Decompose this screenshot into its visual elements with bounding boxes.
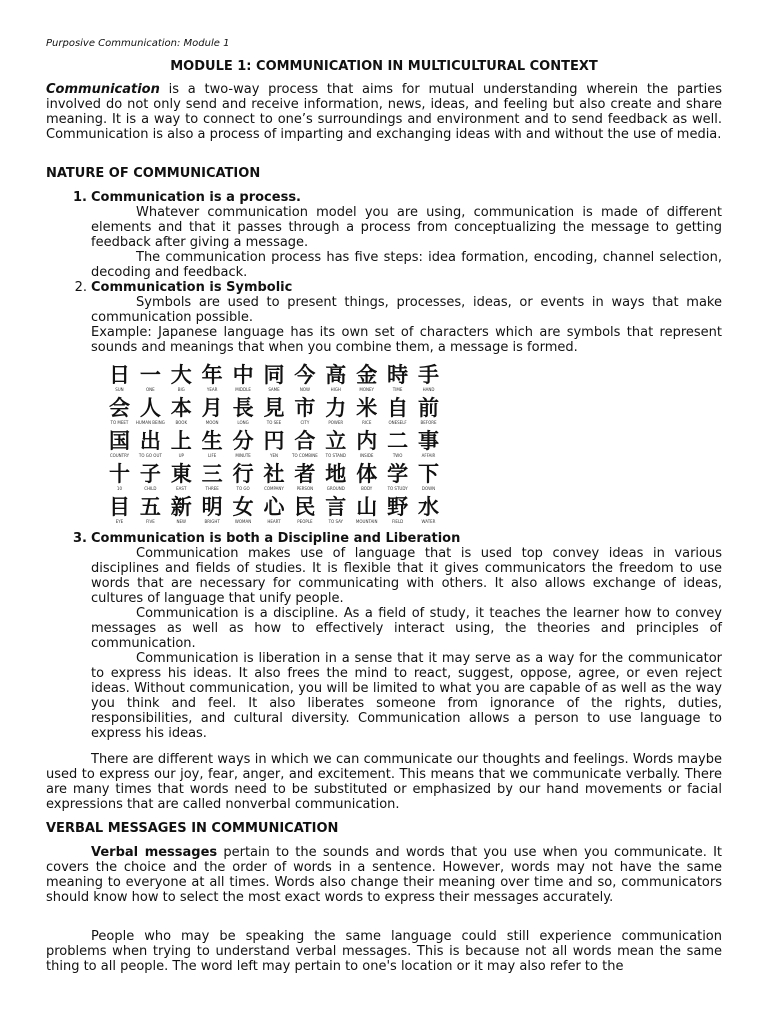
intro-term: Communication bbox=[46, 82, 160, 97]
kanji-cell bbox=[135, 462, 166, 495]
item-number: 1. bbox=[73, 190, 87, 205]
kanji-meaning: RICE bbox=[362, 420, 372, 425]
kanji-meaning: COUNTRY bbox=[109, 453, 130, 458]
kanji-character: 上 bbox=[170, 429, 192, 453]
kanji-cell bbox=[166, 429, 197, 462]
kanji-cell bbox=[289, 495, 320, 528]
kanji-meaning: MONEY bbox=[359, 387, 374, 392]
kanji-character: 国 bbox=[108, 429, 130, 453]
kanji-character: 東 bbox=[170, 462, 192, 486]
kanji-meaning: SUN bbox=[115, 387, 124, 392]
kanji-character: 見 bbox=[263, 396, 285, 420]
kanji-cell bbox=[320, 495, 351, 528]
item-title: Communication is a process. bbox=[91, 190, 301, 205]
kanji-row bbox=[104, 429, 444, 462]
kanji-character: 心 bbox=[263, 495, 285, 519]
kanji-cell bbox=[259, 363, 290, 396]
kanji-character: 前 bbox=[418, 396, 440, 420]
kanji-character: 民 bbox=[294, 495, 316, 519]
kanji-meaning: TO SEE bbox=[266, 420, 282, 425]
kanji-character: 自 bbox=[387, 396, 409, 420]
kanji-character: 目 bbox=[108, 495, 130, 519]
kanji-character: 本 bbox=[170, 396, 192, 420]
kanji-cell bbox=[382, 396, 413, 429]
kanji-cell bbox=[382, 495, 413, 528]
kanji-character: 行 bbox=[232, 462, 254, 486]
item-paragraph: Whatever communication model you are using, communication is made of different elements and that it passes through a process from conceptualizing the message to getting feedback after giving a message. bbox=[91, 205, 722, 250]
kanji-cell bbox=[259, 495, 290, 528]
kanji-cell bbox=[166, 396, 197, 429]
kanji-meaning: MINUTE bbox=[235, 453, 251, 458]
kanji-cell bbox=[382, 429, 413, 462]
kanji-meaning: 10 bbox=[116, 486, 122, 491]
kanji-meaning: YEN bbox=[270, 453, 278, 458]
kanji-character: 時 bbox=[387, 363, 409, 387]
kanji-meaning: LONG bbox=[237, 420, 249, 425]
kanji-meaning: FIVE bbox=[145, 519, 155, 524]
kanji-cell bbox=[135, 495, 166, 528]
kanji-character: 米 bbox=[356, 396, 378, 420]
item-paragraph: Symbols are used to present things, processes, ideas, or events in ways that make communication possible. bbox=[91, 295, 722, 325]
kanji-character: 体 bbox=[356, 462, 378, 486]
kanji-meaning: ONE bbox=[146, 387, 155, 392]
kanji-cell bbox=[197, 396, 228, 429]
kanji-cell bbox=[413, 363, 444, 396]
kanji-cell bbox=[135, 429, 166, 462]
kanji-character: 分 bbox=[232, 429, 254, 453]
item-paragraph: Example: Japanese language has its own set of characters which are symbols that represent sounds and meanings that when you combine them, a message is formed. bbox=[91, 325, 722, 355]
kanji-meaning: GROUND bbox=[326, 486, 345, 491]
kanji-meaning: INSIDE bbox=[359, 453, 374, 458]
kanji-cell bbox=[259, 462, 290, 495]
kanji-character: 市 bbox=[294, 396, 316, 420]
kanji-character: 十 bbox=[108, 462, 130, 486]
kanji-cell bbox=[320, 363, 351, 396]
kanji-cell bbox=[135, 396, 166, 429]
kanji-meaning: FIELD bbox=[391, 519, 404, 524]
kanji-meaning: CITY bbox=[300, 420, 310, 425]
kanji-meaning: BEFORE bbox=[420, 420, 437, 425]
kanji-character: 出 bbox=[139, 429, 161, 453]
kanji-cell bbox=[351, 495, 382, 528]
kanji-meaning: AFFAIR bbox=[421, 453, 436, 458]
verbal-paragraph bbox=[46, 845, 722, 905]
kanji-character: 手 bbox=[418, 363, 440, 387]
running-header: Purposive Communication: Module 1 bbox=[46, 38, 230, 49]
item-title: Communication is both a Discipline and Liberation bbox=[91, 531, 461, 546]
kanji-cell bbox=[166, 495, 197, 528]
kanji-meaning: MIDDLE bbox=[235, 387, 251, 392]
kanji-cell bbox=[104, 363, 135, 396]
kanji-character: 長 bbox=[232, 396, 254, 420]
kanji-character: 内 bbox=[356, 429, 378, 453]
kanji-cell bbox=[413, 462, 444, 495]
kanji-cell bbox=[413, 495, 444, 528]
kanji-character: 女 bbox=[232, 495, 254, 519]
kanji-cell bbox=[259, 429, 290, 462]
page-title: MODULE 1: COMMUNICATION IN MULTICULTURAL CONTEXT bbox=[170, 59, 598, 74]
kanji-meaning: UP bbox=[178, 453, 184, 458]
kanji-cell bbox=[351, 429, 382, 462]
kanji-character: 立 bbox=[325, 429, 347, 453]
kanji-meaning: NOW bbox=[299, 387, 310, 392]
ways-paragraph: There are different ways in which we can communicate our thoughts and feelings. Words maybe used to express our joy, fear, anger, and excitement. This means that we communicate verbally. There are many times that words need to be substituted or emphasized by our hand movements or facial expressions that are called nonverbal communication. bbox=[46, 752, 722, 812]
nature-heading: NATURE OF COMMUNICATION bbox=[46, 166, 261, 181]
kanji-character: 言 bbox=[325, 495, 347, 519]
kanji-meaning: EYE bbox=[115, 519, 124, 524]
kanji-cell bbox=[289, 429, 320, 462]
kanji-cell bbox=[228, 396, 259, 429]
kanji-character: 人 bbox=[139, 396, 161, 420]
kanji-character: 下 bbox=[418, 462, 440, 486]
kanji-meaning: TO GO OUT bbox=[138, 453, 162, 458]
kanji-cell bbox=[289, 462, 320, 495]
kanji-cell bbox=[382, 363, 413, 396]
kanji-cell bbox=[228, 495, 259, 528]
kanji-character: 中 bbox=[232, 363, 254, 387]
kanji-character: 日 bbox=[108, 363, 130, 387]
kanji-meaning: YEAR bbox=[206, 387, 218, 392]
kanji-character: 水 bbox=[418, 495, 440, 519]
item-paragraph: The communication process has five steps: idea formation, encoding, channel selection, decoding and feedback. bbox=[91, 250, 722, 280]
kanji-meaning: CHILD bbox=[144, 486, 157, 491]
kanji-character: 子 bbox=[139, 462, 161, 486]
kanji-cell bbox=[197, 462, 228, 495]
kanji-meaning: TO STAND bbox=[325, 453, 346, 458]
kanji-character: 地 bbox=[325, 462, 347, 486]
kanji-meaning: BODY bbox=[361, 486, 373, 491]
kanji-cell bbox=[228, 429, 259, 462]
kanji-character: 同 bbox=[263, 363, 285, 387]
kanji-meaning: TO COMBINE bbox=[292, 453, 318, 458]
intro-paragraph bbox=[46, 82, 722, 142]
kanji-cell bbox=[351, 363, 382, 396]
kanji-meaning: BOOK bbox=[175, 420, 188, 425]
kanji-meaning: HIGH bbox=[330, 387, 341, 392]
kanji-cell bbox=[104, 429, 135, 462]
kanji-cell bbox=[104, 495, 135, 528]
item-paragraph: Communication makes use of language that is used top convey ideas in various disciplines and fields of studies. It is flexible that it gives communicators the freedom to use words that are necessary for communicating with others. It also allows exchange of ideas, cultures of language that unify people. bbox=[91, 546, 722, 606]
kanji-cell bbox=[197, 363, 228, 396]
kanji-cell bbox=[228, 462, 259, 495]
kanji-cell bbox=[289, 396, 320, 429]
kanji-character: 大 bbox=[170, 363, 192, 387]
item-number: 2. bbox=[74, 280, 87, 295]
kanji-meaning: TO STUDY bbox=[387, 486, 408, 491]
kanji-meaning: TIME bbox=[392, 387, 403, 392]
kanji-meaning: PERSON bbox=[296, 486, 314, 491]
kanji-cell bbox=[166, 363, 197, 396]
kanji-cell bbox=[320, 396, 351, 429]
kanji-cell bbox=[104, 462, 135, 495]
kanji-row bbox=[104, 495, 444, 528]
kanji-character: 一 bbox=[139, 363, 161, 387]
kanji-meaning: THREE bbox=[205, 486, 219, 491]
kanji-meaning: MOON bbox=[205, 420, 219, 425]
kanji-meaning: TO SAY bbox=[328, 519, 343, 524]
nature-item-1 bbox=[73, 190, 722, 280]
verbal-text: pertain to the sounds and words that you use when you communicate. It covers the choice and the order of words in a sentence. However, words may not have the same meaning to everyone at all times. Words also change their meaning over time and so, communicators should know how to select the most exact words to express their messages accurately. bbox=[46, 845, 722, 905]
verbal-term: Verbal messages bbox=[91, 845, 218, 860]
kanji-meaning: HEART bbox=[267, 519, 281, 524]
kanji-character: 年 bbox=[201, 363, 223, 387]
last-paragraph: People who may be speaking the same language could still experience communication problems when trying to understand verbal messages. This is because not all words mean the same thing to all people. The word left may pertain to one's location or it may also refer to the bbox=[46, 929, 722, 974]
kanji-character: 円 bbox=[263, 429, 285, 453]
kanji-meaning: TO GO bbox=[236, 486, 250, 491]
kanji-cell bbox=[382, 462, 413, 495]
kanji-character: 高 bbox=[325, 363, 347, 387]
kanji-cell bbox=[104, 396, 135, 429]
kanji-cell bbox=[320, 429, 351, 462]
kanji-meaning: NEW bbox=[176, 519, 186, 524]
kanji-cell bbox=[351, 462, 382, 495]
kanji-character: 野 bbox=[387, 495, 409, 519]
kanji-character: 月 bbox=[201, 396, 223, 420]
item-title: Communication is Symbolic bbox=[91, 280, 293, 295]
kanji-cell bbox=[413, 396, 444, 429]
kanji-character: 五 bbox=[139, 495, 161, 519]
kanji-meaning: SAME bbox=[268, 387, 280, 392]
kanji-meaning: EAST bbox=[176, 486, 187, 491]
kanji-meaning: POWER bbox=[328, 420, 344, 425]
kanji-cell bbox=[289, 363, 320, 396]
kanji-chart bbox=[104, 363, 444, 527]
kanji-cell bbox=[135, 363, 166, 396]
kanji-meaning: WOMAN bbox=[234, 519, 252, 524]
verbal-heading: VERBAL MESSAGES IN COMMUNICATION bbox=[46, 821, 339, 836]
kanji-cell bbox=[351, 396, 382, 429]
item-paragraph: Communication is liberation in a sense that it may serve as a way for the communicator to express his ideas. It also frees the mind to react, suggest, oppose, agree, or even reject ideas. Without communication, you will be limited to what you are capable of as well as the way you think and feel. It also liberates someone from ignorance of the rights, duties, responsibilities, and cultural diversity. Communication allows a person to use language to express his ideas. bbox=[91, 651, 722, 741]
kanji-cell bbox=[166, 462, 197, 495]
kanji-meaning: MOUNTAIN bbox=[355, 519, 378, 524]
kanji-meaning: TWO bbox=[392, 453, 403, 458]
kanji-row bbox=[104, 363, 444, 396]
kanji-meaning: BIG bbox=[177, 387, 185, 392]
kanji-character: 二 bbox=[387, 429, 409, 453]
kanji-cell bbox=[413, 429, 444, 462]
kanji-character: 会 bbox=[108, 396, 130, 420]
nature-item-2 bbox=[74, 280, 722, 355]
kanji-cell bbox=[320, 462, 351, 495]
kanji-meaning: BRIGHT bbox=[204, 519, 220, 524]
kanji-character: 新 bbox=[170, 495, 192, 519]
kanji-row bbox=[104, 462, 444, 495]
kanji-cell bbox=[259, 396, 290, 429]
kanji-meaning: PEOPLE bbox=[297, 519, 313, 524]
kanji-character: 生 bbox=[201, 429, 223, 453]
kanji-meaning: DOWN bbox=[421, 486, 436, 491]
kanji-cell bbox=[228, 363, 259, 396]
kanji-meaning: HAND bbox=[422, 387, 435, 392]
kanji-cell bbox=[197, 429, 228, 462]
kanji-character: 力 bbox=[325, 396, 347, 420]
kanji-character: 者 bbox=[294, 462, 316, 486]
kanji-character: 合 bbox=[294, 429, 316, 453]
item-number: 3. bbox=[73, 531, 87, 546]
kanji-character: 今 bbox=[294, 363, 316, 387]
kanji-character: 事 bbox=[418, 429, 440, 453]
kanji-character: 学 bbox=[387, 462, 409, 486]
kanji-character: 社 bbox=[263, 462, 285, 486]
kanji-character: 山 bbox=[356, 495, 378, 519]
kanji-meaning: LIFE bbox=[208, 453, 217, 458]
kanji-meaning: WATER bbox=[421, 519, 436, 524]
kanji-character: 金 bbox=[356, 363, 378, 387]
kanji-character: 三 bbox=[201, 462, 223, 486]
kanji-character: 明 bbox=[201, 495, 223, 519]
kanji-meaning: ONESELF bbox=[388, 420, 407, 425]
intro-text: is a two-way process that aims for mutual understanding wherein the parties involved do not only send and receive information, news, ideas, and feeling but also create and share meaning. It is a way to connect to one’s surroundings and environment and to send feedback as well. Communication is also a process of imparting and exchanging ideas with and without the use of media. bbox=[46, 82, 722, 142]
kanji-meaning: HUMAN BEING bbox=[135, 420, 165, 425]
kanji-cell bbox=[197, 495, 228, 528]
kanji-meaning: TO MEET bbox=[110, 420, 129, 425]
kanji-meaning: COMPANY bbox=[264, 486, 284, 491]
nature-item-3 bbox=[73, 531, 722, 741]
item-paragraph: Communication is a discipline. As a field of study, it teaches the learner how to convey messages as well as how to effectively interact using, the theories and principles of communication. bbox=[91, 606, 722, 651]
kanji-row bbox=[104, 396, 444, 429]
